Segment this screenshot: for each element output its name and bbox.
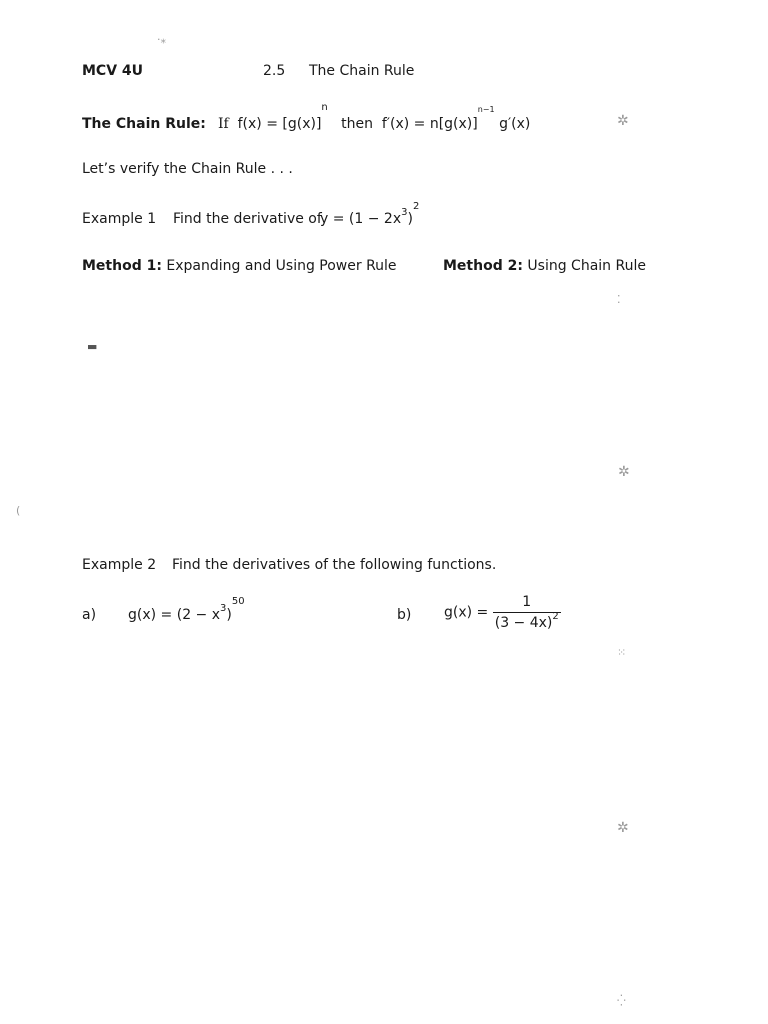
part-b-expression bbox=[444, 594, 561, 631]
part-b-label: b) bbox=[397, 607, 412, 623]
course-code: MCV 4U bbox=[82, 63, 144, 79]
method1-heading bbox=[82, 258, 397, 274]
example1-outer-exponent: 2 bbox=[412, 201, 420, 213]
part-a-inner-exponent: 3 bbox=[220, 603, 227, 615]
part-b-fraction bbox=[493, 594, 561, 631]
conclusion-expression: f′(x) = n[g(x)] bbox=[381, 116, 478, 132]
method2-label: Method 2: bbox=[443, 258, 523, 274]
scan-speck: ✲ bbox=[617, 820, 629, 836]
method2-text: Using Chain Rule bbox=[527, 258, 646, 274]
part-b-lhs: g(x) = bbox=[444, 604, 489, 621]
part-b-denominator: (3 − 4x) bbox=[494, 615, 553, 631]
example1-base: y = (1 − 2x bbox=[320, 211, 402, 227]
page-title: The Chain Rule bbox=[309, 63, 415, 79]
scan-speck: ⁚ bbox=[617, 293, 621, 306]
part-a-label: a) bbox=[82, 607, 97, 623]
part-b-denominator-exponent: 2 bbox=[552, 611, 559, 623]
example2-prompt: Find the derivatives of the following functions. bbox=[172, 557, 497, 573]
verify-instruction: Let’s verify the Chain Rule . . . bbox=[82, 161, 293, 177]
section-number: 2.5 bbox=[263, 63, 286, 79]
method1-label: Method 1: bbox=[82, 258, 162, 274]
part-a-outer-exponent: 50 bbox=[231, 596, 245, 608]
inner-derivative: g′(x) bbox=[499, 116, 531, 132]
scan-speck: ✲ bbox=[617, 113, 629, 129]
premise-expression: f(x) = [g(x)] bbox=[237, 116, 322, 132]
part-a-base: g(x) = (2 − x bbox=[128, 607, 221, 623]
scan-speck: ⁙ bbox=[617, 646, 627, 659]
example2-label: Example 2 bbox=[82, 557, 157, 573]
part-a-expression bbox=[128, 596, 245, 623]
part-b-denominator-wrap bbox=[493, 612, 561, 631]
part-b-numerator: 1 bbox=[522, 594, 532, 610]
scan-speck: ▬ bbox=[87, 340, 98, 353]
example1-prompt: Find the derivative of bbox=[173, 211, 322, 227]
premise-exponent: n bbox=[321, 102, 328, 114]
example1-inner-exponent: 3 bbox=[401, 207, 408, 219]
chain-rule-label: The Chain Rule: bbox=[82, 116, 206, 132]
then-word: then bbox=[341, 116, 373, 132]
method1-text: Expanding and Using Power Rule bbox=[166, 258, 397, 274]
part-a-close-paren: ) bbox=[226, 607, 232, 623]
method2-heading bbox=[443, 258, 646, 274]
scan-speck: ·⁎ bbox=[157, 33, 166, 46]
chain-rule-formula bbox=[218, 102, 531, 132]
scan-speck: ( bbox=[16, 504, 21, 517]
if-word: If bbox=[218, 116, 229, 132]
conclusion-exponent: n−1 bbox=[477, 105, 495, 115]
scan-speck: ⁛ bbox=[617, 994, 626, 1007]
example1-close-paren: ) bbox=[407, 211, 413, 227]
scan-speck: ✲ bbox=[618, 464, 630, 480]
example1-expression bbox=[320, 201, 420, 227]
example1-label: Example 1 bbox=[82, 211, 157, 227]
